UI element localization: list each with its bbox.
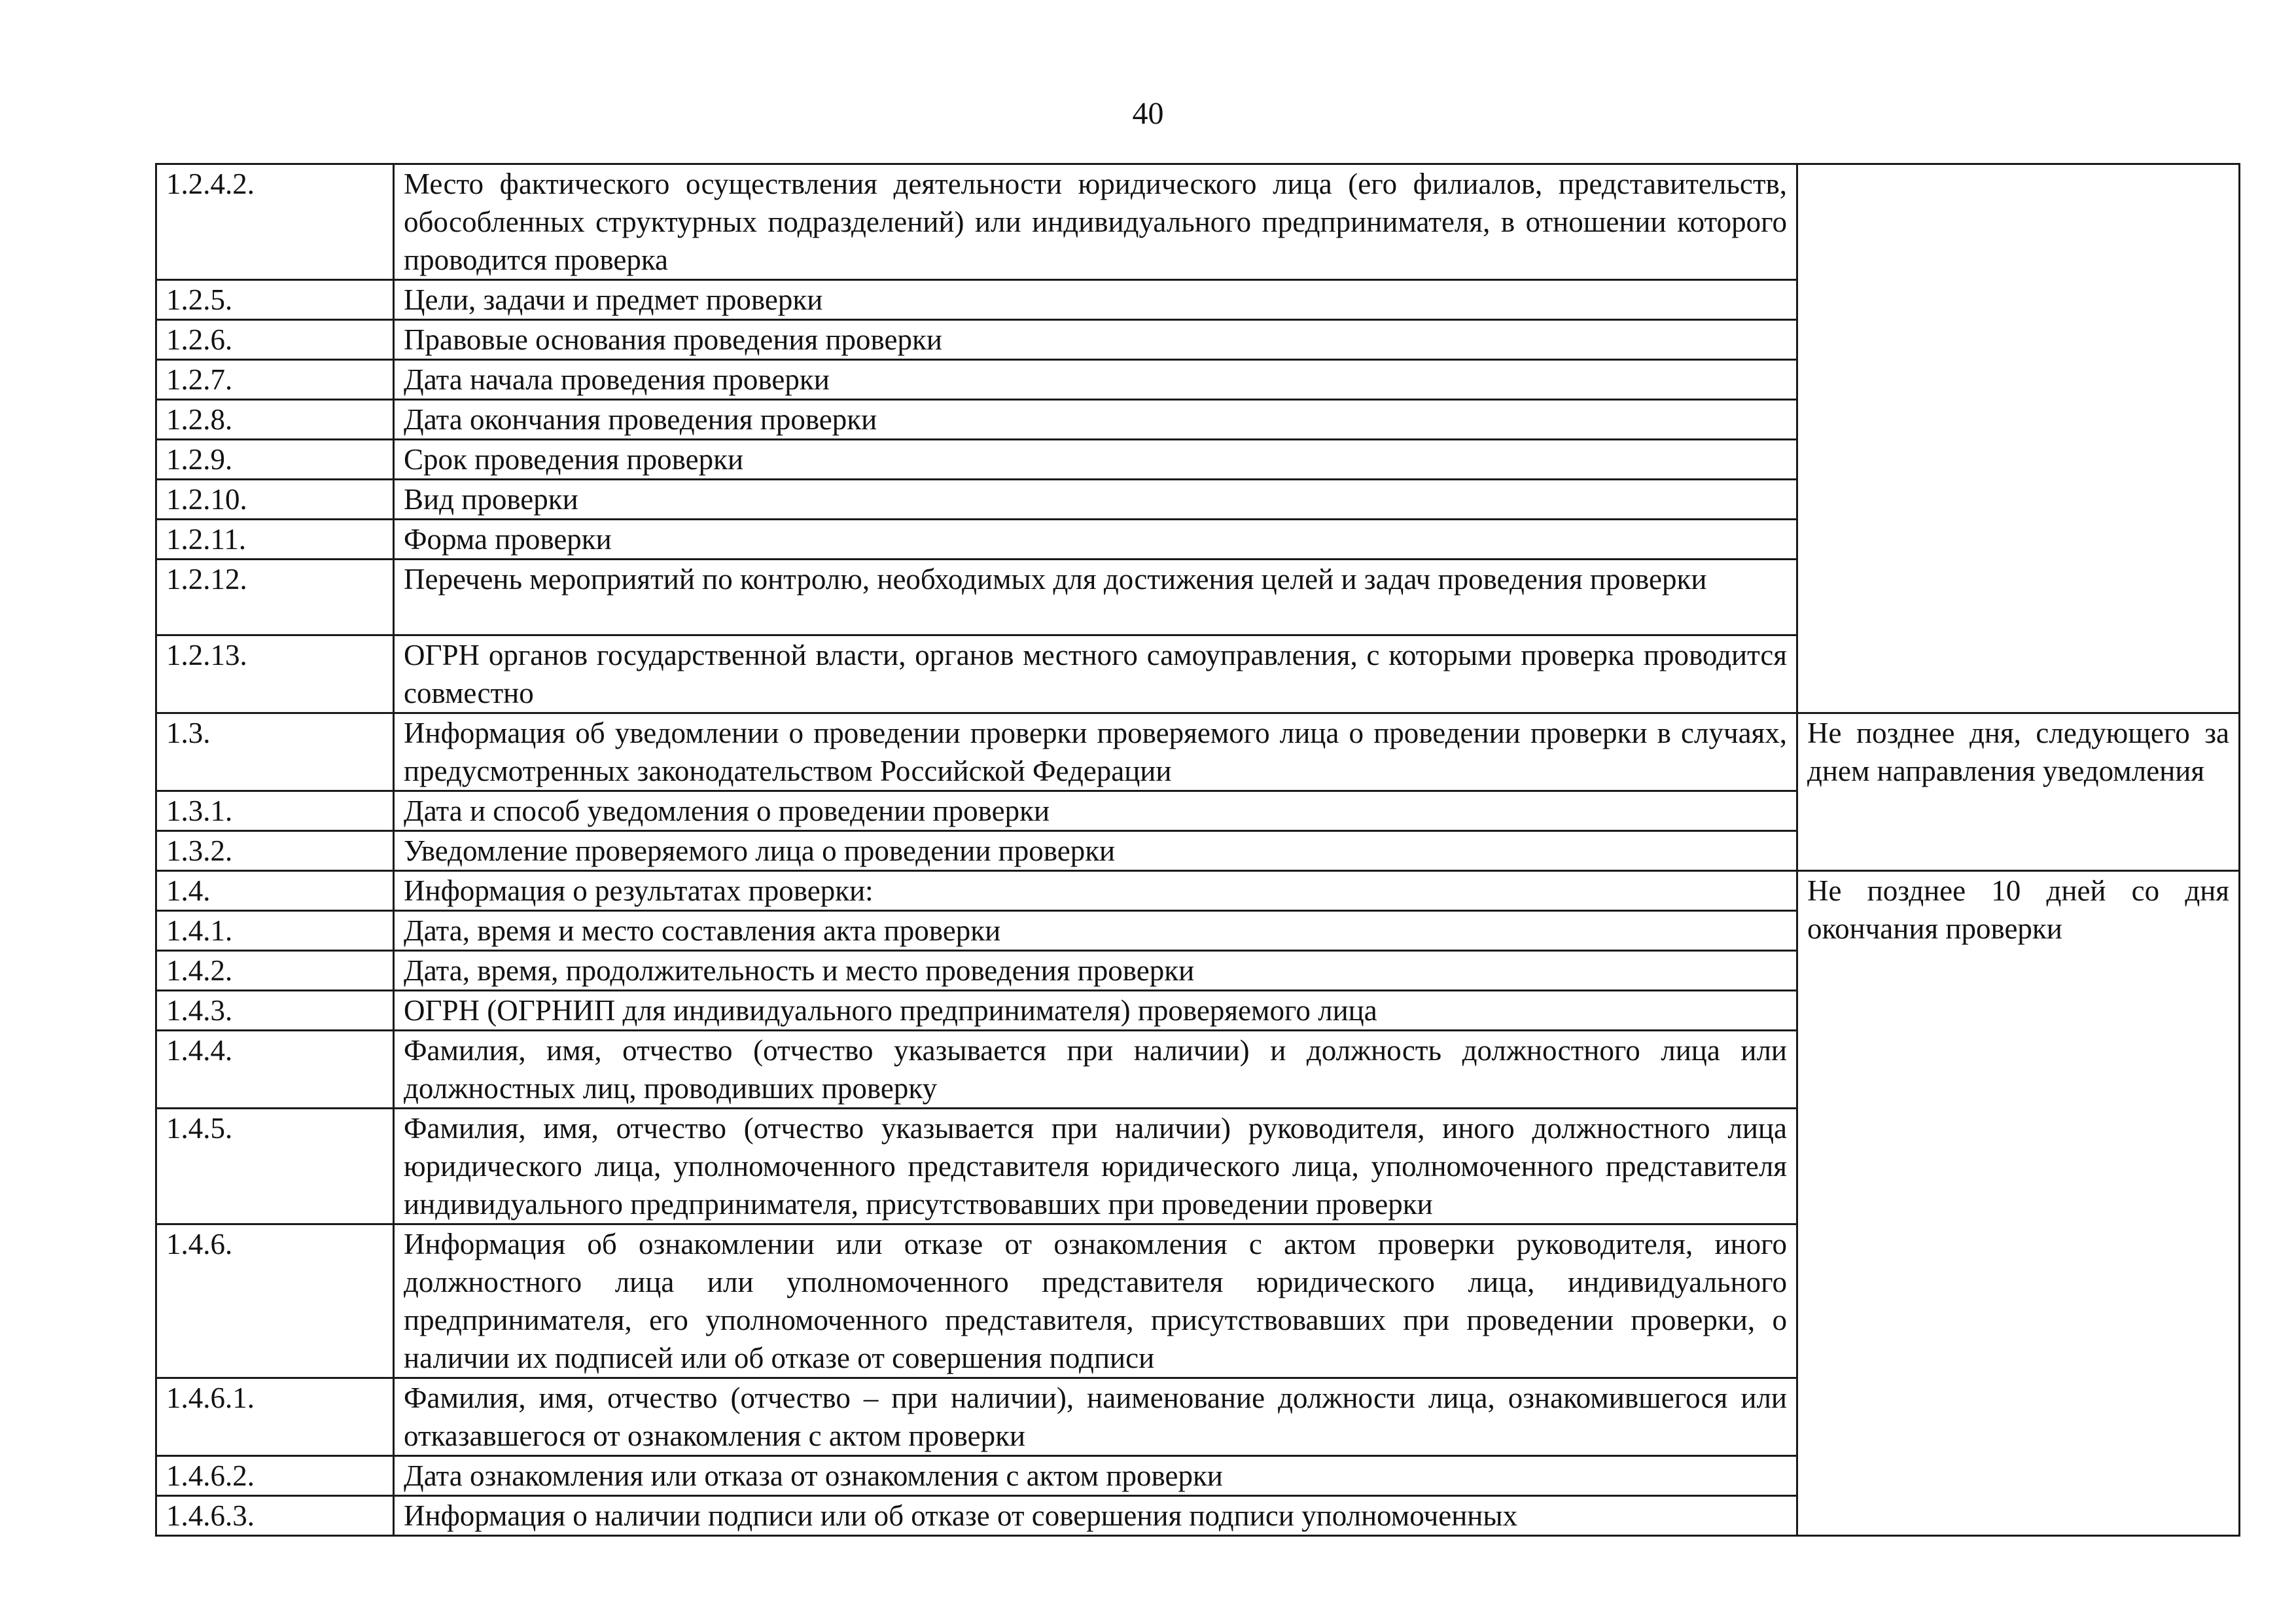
row-description: Перечень мероприятий по контролю, необходимых для достижения целей и задач проведения проверки — [394, 560, 1797, 635]
row-description: Цели, задачи и предмет проверки — [394, 280, 1797, 320]
row-number: 1.3.1. — [156, 791, 394, 831]
row-number: 1.3.2. — [156, 831, 394, 871]
row-number: 1.2.6. — [156, 320, 394, 360]
table-row — [156, 164, 2240, 280]
deadline-cell-empty — [1797, 164, 2240, 713]
row-description: Фамилия, имя, отчество (отчество указывается при наличии) руководителя, иного должностного лица юридического лица, уполномоченного представителя юридического лица, уполномоченного представителя индивидуального предпринимателя, присутствовавших при проведении проверки — [394, 1109, 1797, 1224]
row-number: 1.2.12. — [156, 560, 394, 635]
row-description: Фамилия, имя, отчество (отчество указывается при наличии) и должность должностного лица или должностных лиц, проводивших проверку — [394, 1031, 1797, 1109]
row-description: Дата, время и место составления акта проверки — [394, 911, 1797, 951]
row-description: Вид проверки — [394, 480, 1797, 520]
row-number: 1.4.4. — [156, 1031, 394, 1109]
row-description: Информация об ознакомлении или отказе от ознакомления с актом проверки руководителя, иного должностного лица или уполномоченного представителя юридического лица, индивидуального предпринимателя, его уполномоченного представителя, присутствовавших при проведении проверки, о наличии их подписей или об отказе от совершения подписи — [394, 1224, 1797, 1378]
row-description: ОГРН (ОГРНИП для индивидуального предпринимателя) проверяемого лица — [394, 991, 1797, 1031]
row-description: Информация об уведомлении о проведении проверки проверяемого лица о проведении проверки в случаях, предусмотренных законодательством Российской Федерации — [394, 713, 1797, 791]
row-description: Информация о результатах проверки: — [394, 871, 1797, 911]
row-number: 1.4.6.1. — [156, 1378, 394, 1456]
row-number: 1.2.5. — [156, 280, 394, 320]
row-number: 1.4. — [156, 871, 394, 911]
row-description: ОГРН органов государственной власти, органов местного самоуправления, с которыми проверка проводится совместно — [394, 635, 1797, 713]
row-number: 1.2.9. — [156, 440, 394, 480]
row-description: Дата, время, продолжительность и место проведения проверки — [394, 951, 1797, 991]
table-row — [156, 713, 2240, 791]
inspection-data-table — [155, 163, 2240, 1537]
deadline-notification: Не позднее дня, следующего за днем направления уведомления — [1797, 713, 2240, 871]
row-number: 1.2.11. — [156, 520, 394, 560]
row-number: 1.2.7. — [156, 360, 394, 400]
row-number: 1.4.5. — [156, 1109, 394, 1224]
row-number: 1.2.10. — [156, 480, 394, 520]
row-number: 1.4.6. — [156, 1224, 394, 1378]
row-number: 1.4.3. — [156, 991, 394, 1031]
row-description: Правовые основания проведения проверки — [394, 320, 1797, 360]
row-number: 1.3. — [156, 713, 394, 791]
row-description: Дата окончания проведения проверки — [394, 400, 1797, 440]
row-number: 1.2.8. — [156, 400, 394, 440]
row-description: Информация о наличии подписи или об отказе от совершения подписи уполномоченных — [394, 1496, 1797, 1536]
row-description: Фамилия, имя, отчество (отчество – при наличии), наименование должности лица, ознакомившегося или отказавшегося от ознакомления с актом проверки — [394, 1378, 1797, 1456]
row-description: Дата начала проведения проверки — [394, 360, 1797, 400]
row-description: Уведомление проверяемого лица о проведении проверки — [394, 831, 1797, 871]
deadline-results: Не позднее 10 дней со дня окончания проверки — [1797, 871, 2240, 1536]
row-number: 1.4.2. — [156, 951, 394, 991]
row-description: Дата ознакомления или отказа от ознакомления с актом проверки — [394, 1456, 1797, 1496]
table-row — [156, 871, 2240, 911]
row-description: Место фактического осуществления деятельности юридического лица (его филиалов, представительств, обособленных структурных подразделений) или индивидуального предпринимателя, в отношении которого проводится проверка — [394, 164, 1797, 280]
row-description: Форма проверки — [394, 520, 1797, 560]
row-number: 1.2.4.2. — [156, 164, 394, 280]
row-number: 1.2.13. — [156, 635, 394, 713]
row-description: Дата и способ уведомления о проведении проверки — [394, 791, 1797, 831]
row-number: 1.4.6.2. — [156, 1456, 394, 1496]
row-number: 1.4.1. — [156, 911, 394, 951]
row-number: 1.4.6.3. — [156, 1496, 394, 1536]
page-number: 40 — [1132, 96, 1164, 131]
row-description: Срок проведения проверки — [394, 440, 1797, 480]
